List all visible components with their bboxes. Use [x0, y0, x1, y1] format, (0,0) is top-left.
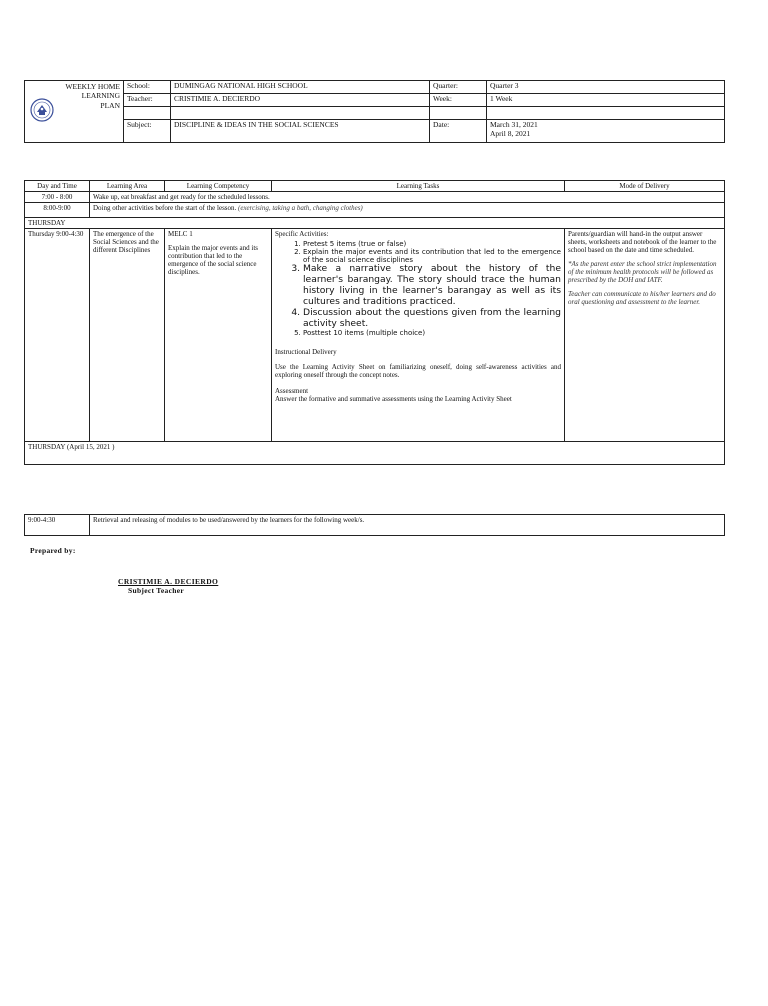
deped-logo-cell: [25, 81, 60, 143]
col-day-time: Day and Time: [25, 181, 90, 192]
col-learning-area: Learning Area: [90, 181, 165, 192]
competency-text: Explain the major events and its contribution that led to the emergence of the social science disciplines.: [168, 244, 259, 277]
quarter-label: Quarter:: [430, 81, 487, 94]
plan-table: [24, 180, 725, 465]
date-value: [487, 120, 725, 143]
signatory-role: Subject Teacher: [128, 586, 184, 595]
signatory-name: CRISTIMIE A. DECIERDO: [118, 577, 219, 586]
row-main-text: Doing other activities before the start of the lesson.: [93, 204, 237, 213]
entry-tasks: [272, 229, 565, 442]
day-heading: THURSDAY: [25, 218, 725, 229]
footer-day: THURSDAY (April 15, 2021 ): [25, 442, 725, 465]
competency-code: MELC 1: [168, 230, 193, 239]
row-note: (exercising, taking a bath, changing clothes): [238, 204, 363, 213]
row-time: 8:00-9:00: [25, 203, 90, 218]
prepared-by-label: Prepared by:: [30, 546, 76, 555]
table-row: [25, 203, 725, 218]
tasks-list: [275, 240, 561, 337]
school-value: DUMINGAG NATIONAL HIGH SCHOOL: [171, 81, 430, 94]
blank-cell: [171, 107, 430, 120]
col-learning-tasks: Learning Tasks: [272, 181, 565, 192]
retrieval-table: [24, 514, 725, 536]
date-end: April 8, 2021: [490, 128, 531, 138]
delivery-note: *As the parent enter the school strict implementation of the minimum health protocols will be followed as prescribed by the DOH and IATF.: [568, 260, 717, 285]
header-table: [24, 80, 725, 143]
entry-time: Thursday 9:00-4:30: [25, 229, 90, 442]
date-start: March 31, 2021: [490, 120, 538, 129]
table-row: [25, 192, 725, 203]
retrieval-text: Retrieval and releasing of modules to be used/answered by the learners for the following week/s.: [90, 515, 725, 536]
subject-label: Subject:: [124, 120, 171, 143]
school-label: School:: [124, 81, 171, 94]
row-text: [90, 203, 725, 218]
col-mode-of-delivery: Mode of Delivery: [565, 181, 725, 192]
row-time: 7:00 - 8:00: [25, 192, 90, 203]
teacher-value: CRISTIMIE A. DECIERDO: [171, 94, 430, 107]
instruction-text: Use the Learning Activity Sheet on familiarizing oneself, doing self-awareness activities and exploring oneself through the concept notes.: [275, 362, 561, 379]
list-item: 1. Pretest 5 items (true or false): [303, 240, 561, 248]
blank-cell: [430, 107, 487, 120]
assessment-heading: Assessment: [275, 386, 309, 395]
col-learning-competency: Learning Competency: [165, 181, 272, 192]
instruction-heading: Instructional Delivery: [275, 347, 337, 356]
entry-delivery: [565, 229, 725, 442]
footer-day-row: [25, 442, 725, 465]
tasks-heading: Specific Activities:: [275, 230, 329, 239]
day-heading-row: [25, 218, 725, 229]
week-label: Week:: [430, 94, 487, 107]
list-item: 2. Explain the major events and its contribution that led to the emergence of the social science disciplines: [303, 248, 561, 264]
table-header-row: [25, 181, 725, 192]
deped-seal-icon: [30, 98, 54, 122]
table-row: [25, 229, 725, 442]
week-value: 1 Week: [487, 94, 725, 107]
blank-cell: [124, 107, 171, 120]
plan-title: WEEKLY HOME LEARNING PLAN: [59, 81, 124, 143]
subject-value: DISCIPLINE & IDEAS IN THE SOCIAL SCIENCES: [171, 120, 430, 143]
row-text: Wake up, eat breakfast and get ready for the scheduled lessons.: [90, 192, 725, 203]
entry-area: The emergence of the Social Sciences and the different Disciplines: [90, 229, 165, 442]
entry-competency: [165, 229, 272, 442]
retrieval-time: 9:00-4:30: [25, 515, 90, 536]
delivery-note: Teacher can communicate to his/her learners and do oral questioning and assessment to the learner.: [568, 290, 716, 307]
assessment-text: Answer the formative and summative assessments using the Learning Activity Sheet: [275, 394, 512, 403]
date-label: Date:: [430, 120, 487, 143]
quarter-value: Quarter 3: [487, 81, 725, 94]
teacher-label: Teacher:: [124, 94, 171, 107]
list-item: 3. Make a narrative story about the history of the learner's barangay. The story should trace the human history living in the learner's barangay as well as its cultures and traditions practiced.: [303, 264, 561, 307]
list-item: 5. Posttest 10 items (multiple choice): [303, 329, 561, 337]
table-row: [25, 515, 725, 536]
list-item: 4. Discussion about the questions given from the learning activity sheet.: [303, 308, 561, 330]
delivery-text: Parents/guardian will hand-in the output answer sheets, worksheets and notebook of the learner to the school based on the date and time scheduled.: [568, 230, 717, 255]
blank-cell: [487, 107, 725, 120]
